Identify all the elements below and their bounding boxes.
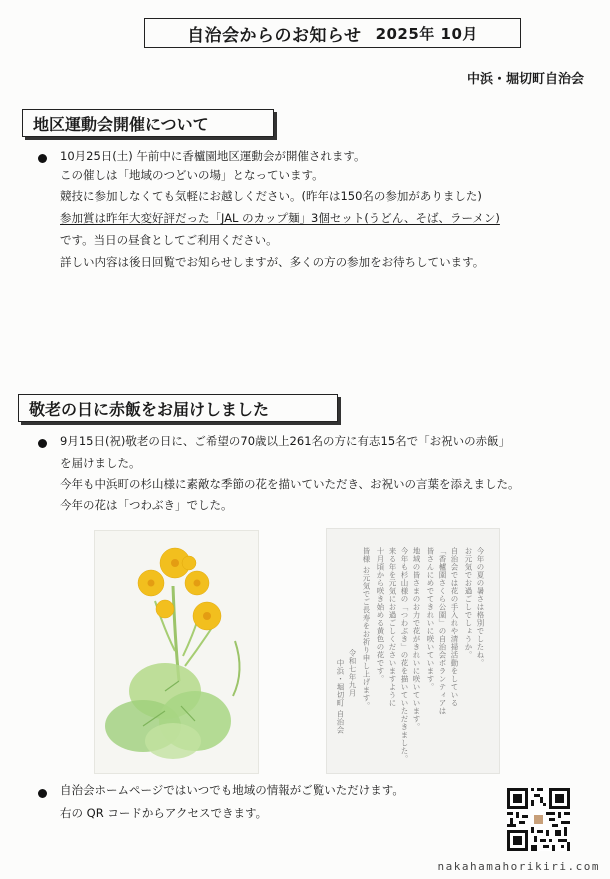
- sports-day-line-3: 競技に参加しなくても気軽にお越しください。(昨年は150名の参加がありました): [60, 189, 482, 203]
- notice-title: 自治会からのお知らせ: [187, 25, 362, 46]
- section-heading-sports-day: 地区運動会開催について: [22, 109, 274, 137]
- greeting-letter-card: [326, 528, 500, 774]
- sekihan-line-2: を届けました。: [60, 456, 141, 470]
- bullet-icon: [38, 154, 47, 163]
- homepage-line-1: 自治会ホームページではいつでも地域の情報がご覧いただけます。: [60, 783, 404, 797]
- letter-column: 皆様 お元気でご長寿をお祈り申し上げます。: [362, 547, 371, 710]
- letter-column: 十月頃から咲き始める黄色の花です。: [376, 547, 385, 683]
- homepage-line-2: 右の QR コードからアクセスできます。: [60, 806, 268, 820]
- sekihan-line-1: 9月15日(祝)敬老の日に、ご希望の70歳以上261名の方に有志15名で「お祝いの赤飯」: [60, 434, 511, 448]
- sports-day-line-2: この催しは「地域のつどいの場」となっています。: [60, 168, 324, 182]
- letter-column: お元気でお過ごしでしょうか。: [464, 547, 473, 659]
- letter-column: 来る年を元気にお過ごしくださいますように: [388, 547, 397, 707]
- letter-column: 皆さんにめでてきれいに咲いています。: [426, 547, 435, 691]
- notice-title-box: [144, 18, 521, 48]
- letter-column: 地域の皆さまのお力で花がきれいに咲いています。: [412, 547, 421, 731]
- letter-column: 今年も杉山様の「つわぶき」の花を描いていただきました。: [400, 547, 409, 763]
- organization-name: 中浜・堀切町自治会: [466, 72, 584, 87]
- sports-day-line-1: 10月25日(土) 午前中に香櫨園地区運動会が開催されます。: [60, 149, 366, 163]
- bullet-icon: [38, 789, 47, 798]
- sports-day-line-4: 参加賞は昨年大変好評だった「JAL のカップ麺」3個セット(うどん、そば、ラーメン): [60, 211, 500, 225]
- letter-column: 自治会では花の手入れや清掃活動をしている: [450, 547, 459, 707]
- section-heading-respect-aged-day: 敬老の日に赤飯をお届けしました: [18, 394, 338, 422]
- sekihan-line-4: 今年の花は「つわぶき」でした。: [60, 498, 233, 512]
- sports-day-line-5: です。当日の昼食としてご利用ください。: [60, 233, 278, 247]
- sports-day-line-6: 詳しい内容は後日回覧でお知らせしますが、多くの方の参加をお待ちしています。: [60, 255, 485, 269]
- tsuwabuki-flower-icon: [95, 531, 258, 773]
- notice-date: 2025年 10月: [375, 24, 478, 43]
- sekihan-line-3: 今年も中浜町の杉山様に素敵な季節の花を描いていただき、お祝いの言葉を添えました。: [60, 477, 520, 491]
- letter-signature: 中浜・堀切町 自治会: [336, 659, 345, 734]
- letter-column: 今年の夏の暑さは格別でしたね。: [476, 547, 485, 667]
- letter-date: 令和七年九月: [348, 649, 357, 697]
- letter-column: 「香櫨園さくら公園」の自治会ボランティアは: [438, 547, 447, 715]
- qr-code-icon[interactable]: [507, 788, 570, 851]
- website-url: nakahamahorikiri.com: [437, 860, 600, 873]
- bullet-icon: [38, 439, 47, 448]
- tsuwabuki-illustration-card: [94, 530, 259, 774]
